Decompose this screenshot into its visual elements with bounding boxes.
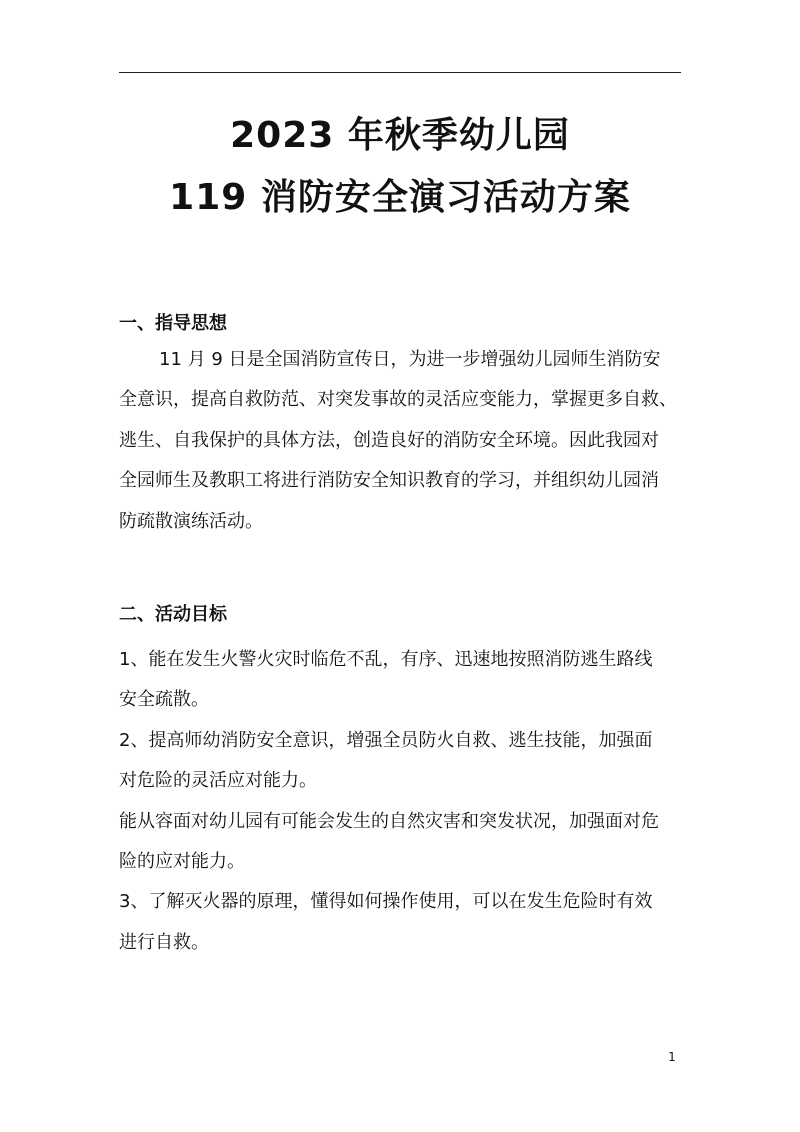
paragraph-line: 险的应对能力。 — [119, 851, 245, 873]
section-heading-guiding-ideology: 一、指导思想 — [119, 313, 227, 334]
section-2-paragraph — [119, 640, 685, 963]
paragraph-line: 对危险的灵活应对能力。 — [119, 770, 317, 792]
paragraph-line: 逃生、自我保护的具体方法，创造良好的消防安全环境。因此我园对 — [119, 429, 659, 451]
header-rule — [119, 72, 681, 73]
paragraph-line: 全园师生及教职工将进行消防安全知识教育的学习，并组织幼儿园消 — [119, 470, 659, 492]
paragraph-line: 3、了解灭火器的原理，懂得如何操作使用，可以在发生危险时有效 — [119, 891, 653, 913]
paragraph-line: 安全疏散。 — [119, 689, 209, 711]
section-heading-activity-goals: 二、活动目标 — [119, 604, 227, 625]
paragraph-line: 防疏散演练活动。 — [119, 510, 263, 532]
section-1-paragraph — [119, 340, 685, 542]
paragraph-line: 进行自救。 — [119, 931, 209, 953]
paragraph-line: 全意识，提高自救防范、对突发事故的灵活应变能力，掌握更多自救、 — [119, 389, 677, 411]
paragraph-line: 2、提高师幼消防安全意识，增强全员防火自救、逃生技能，加强面 — [119, 729, 653, 751]
paragraph-line: 1、能在发生火警火灾时临危不乱，有序、迅速地按照消防逃生路线 — [119, 649, 653, 670]
paragraph-line: 11 月 9 日是全国消防宣传日，为进一步增强幼儿园师生消防安 — [159, 349, 661, 370]
page-number: 1 — [668, 1050, 676, 1064]
paragraph-line: 能从容面对幼儿园有可能会发生的自然灾害和突发状况，加强面对危 — [119, 810, 659, 832]
document-title-line2: 119 消防安全演习活动方案 — [169, 177, 631, 218]
document-title-line1: 2023 年秋季幼儿园 — [230, 115, 570, 156]
